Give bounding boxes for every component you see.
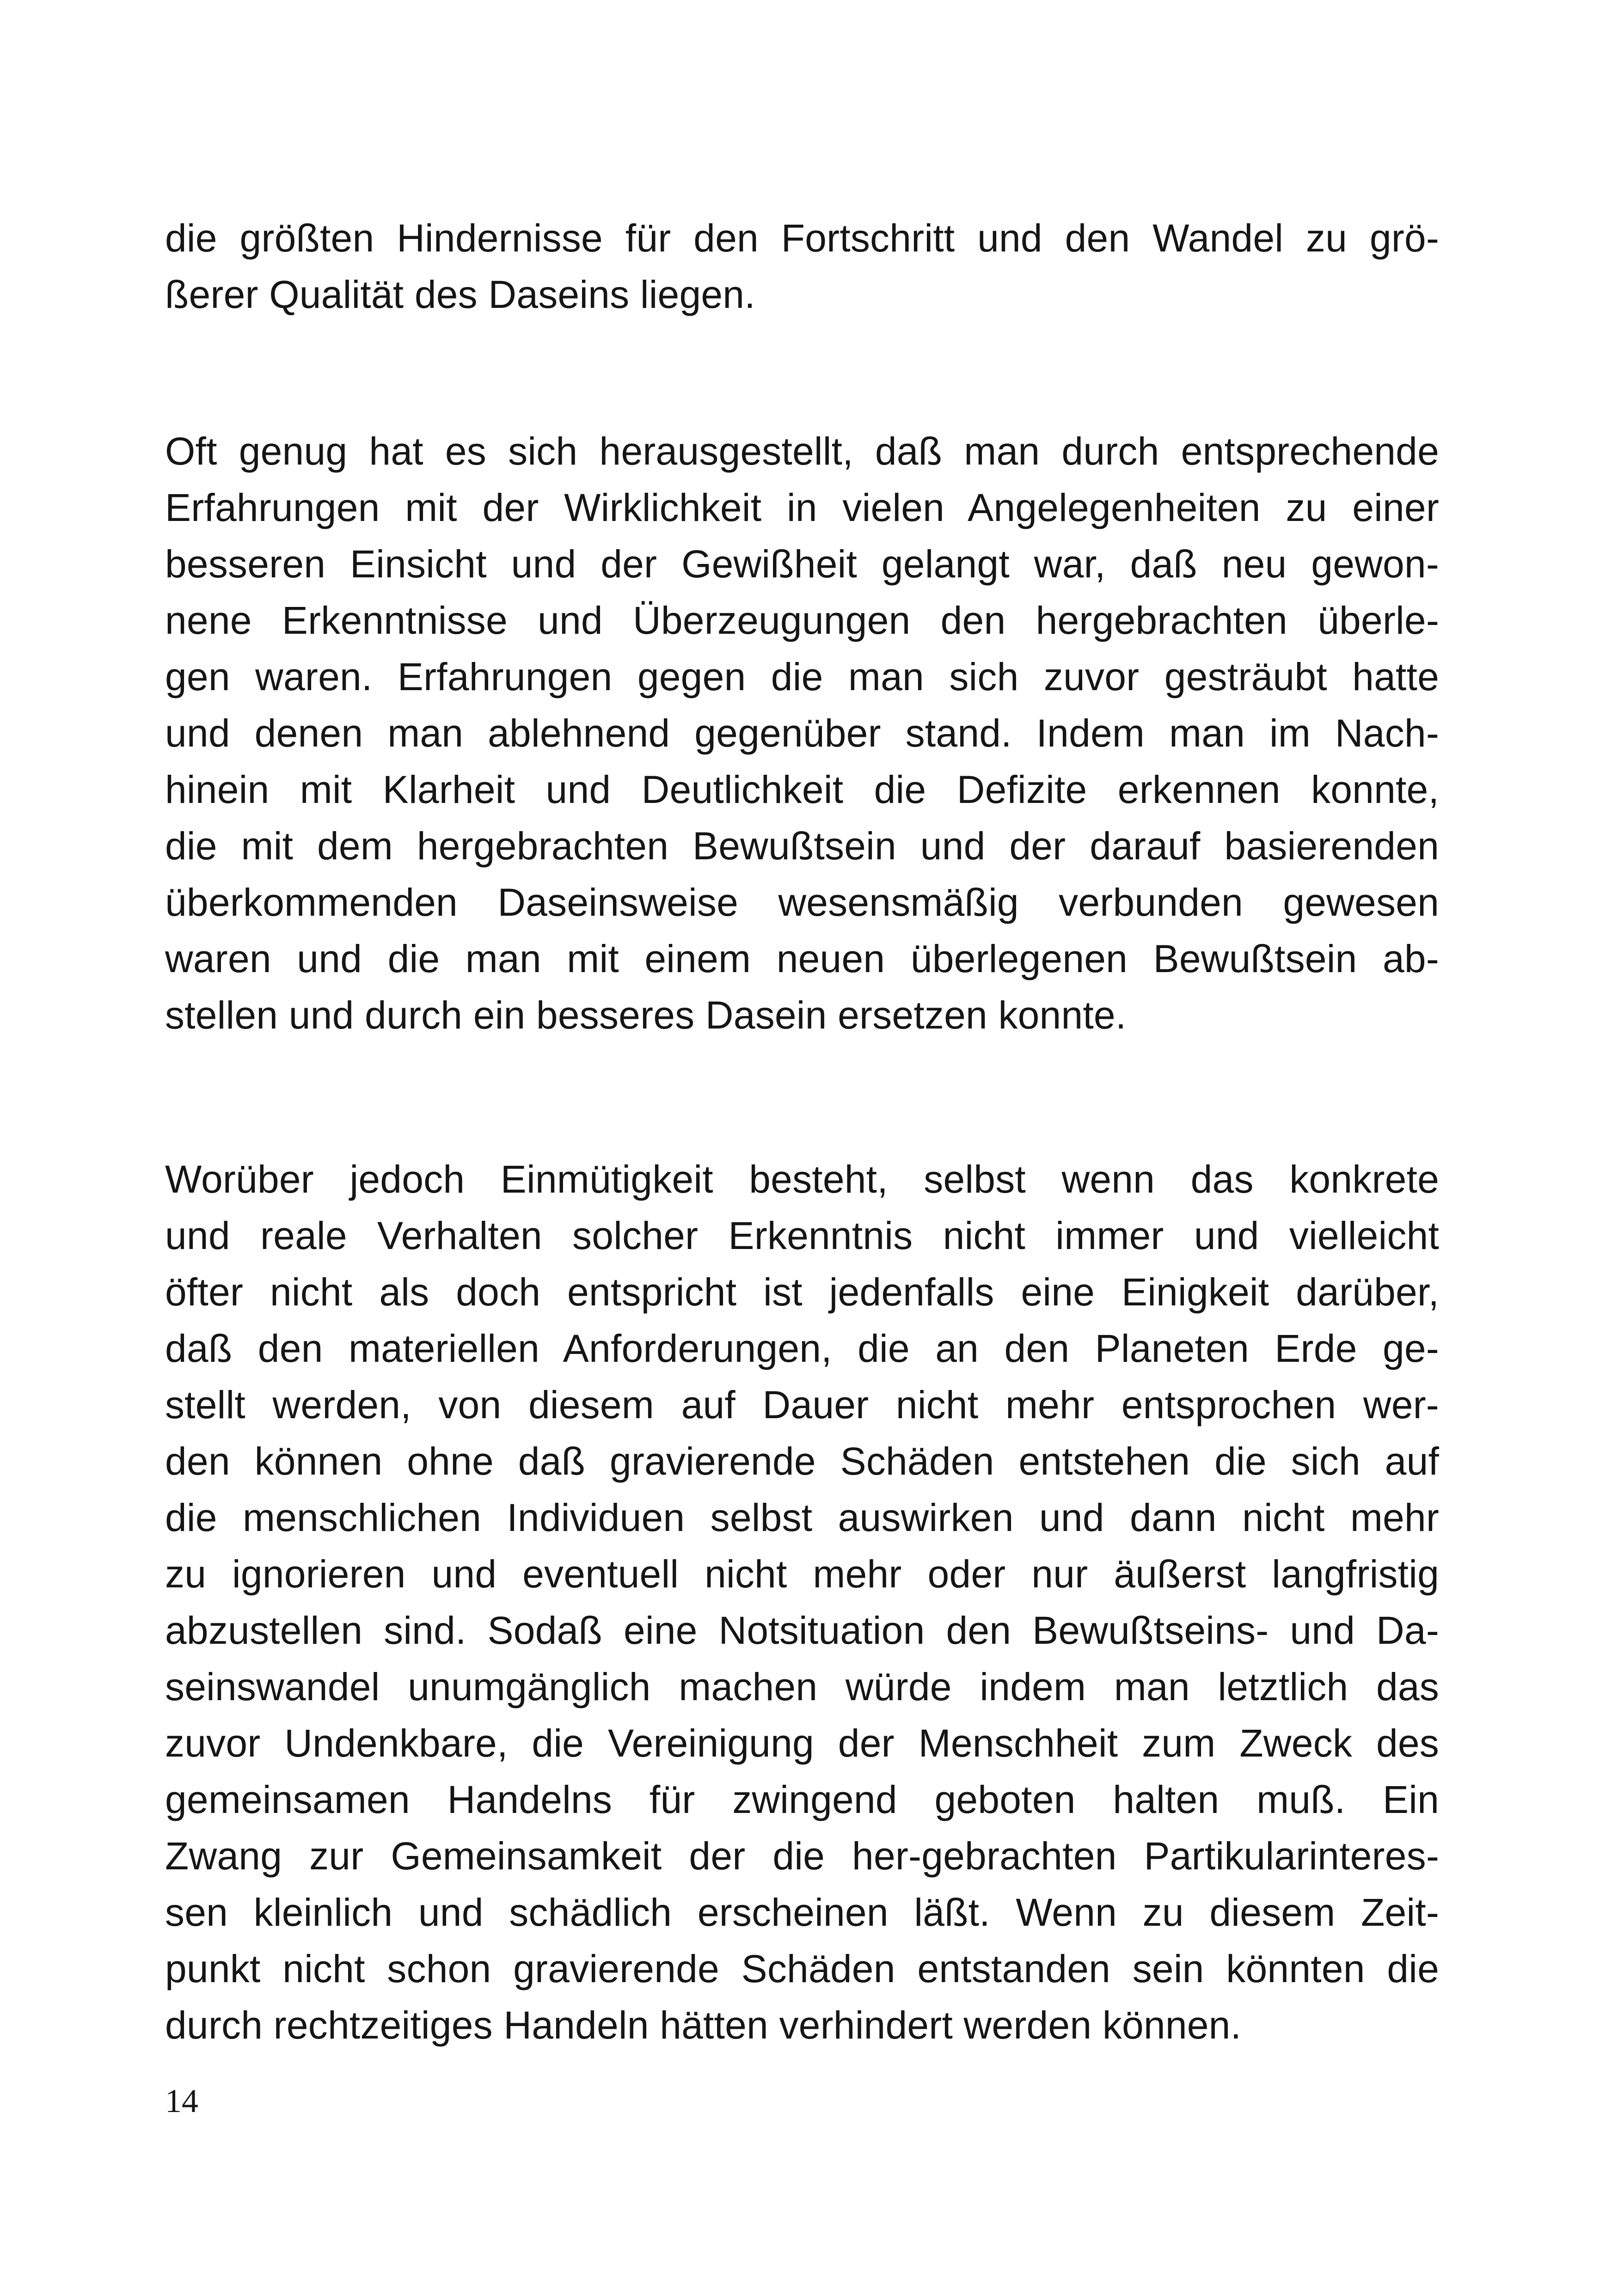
text-line: Zwang zur Gemeinsamkeit der die her-gebrachten Partikularinteres- <box>165 1834 1439 1878</box>
text-line: sen kleinlich und schädlich erscheinen läßt. Wenn zu diesem Zeit- <box>165 1891 1439 1934</box>
text-line: stellt werden, von diesem auf Dauer nicht mehr entsprochen wer- <box>165 1383 1439 1427</box>
text-line: die größten Hindernisse für den Fortschritt und den Wandel zu grö- <box>165 216 1439 260</box>
text-line: Erfahrungen mit der Wirklichkeit in vielen Angelegenheiten zu einer <box>165 486 1439 529</box>
text-line: ßerer Qualität des Daseins liegen. <box>165 273 755 316</box>
text-line: hinein mit Klarheit und Deutlichkeit die Defizite erkennen konnte, <box>165 768 1439 811</box>
text-line: daß den materiellen Anforderungen, die an den Planeten Erde ge- <box>165 1327 1439 1370</box>
text-line: zuvor Undenkbare, die Vereinigung der Menschheit zum Zweck des <box>165 1721 1439 1765</box>
text-line: seinswandel unumgänglich machen würde indem man letztlich das <box>165 1665 1439 1708</box>
paragraph-1 <box>165 210 1439 323</box>
text-line: und denen man ablehnend gegenüber stand. Indem man im Nach- <box>165 711 1439 755</box>
text-line: zu ignorieren und eventuell nicht mehr oder nur äußerst langfristig <box>165 1552 1439 1596</box>
text-line: waren und die man mit einem neuen überlegenen Bewußtsein ab- <box>165 937 1439 980</box>
text-line: durch rechtzeitiges Handeln hätten verhindert werden können. <box>165 2003 1242 2047</box>
text-line: besseren Einsicht und der Gewißheit gelangt war, daß neu gewon- <box>165 542 1439 586</box>
text-line: stellen und durch ein besseres Dasein ersetzen konnte. <box>165 993 1127 1037</box>
paragraph-2 <box>165 423 1439 1043</box>
text-line: gen waren. Erfahrungen gegen die man sich zuvor gesträubt hatte <box>165 655 1439 698</box>
text-line: überkommenden Daseinsweise wesensmäßig verbunden gewesen <box>165 881 1439 924</box>
text-line: die menschlichen Individuen selbst auswirken und dann nicht mehr <box>165 1496 1439 1539</box>
text-line: Oft genug hat es sich herausgestellt, daß man durch entsprechende <box>165 429 1439 473</box>
page-number: 14 <box>165 2082 198 2119</box>
text-line: nene Erkenntnisse und Überzeugungen den hergebrachten überle- <box>165 599 1439 642</box>
text-line: gemeinsamen Handelns für zwingend geboten halten muß. Ein <box>165 1778 1439 1821</box>
text-line: punkt nicht schon gravierende Schäden entstanden sein könnten die <box>165 1947 1439 1990</box>
text-line: und reale Verhalten solcher Erkenntnis nicht immer und vielleicht <box>165 1214 1439 1257</box>
text-line: die mit dem hergebrachten Bewußtsein und der darauf basierenden <box>165 824 1439 868</box>
text-line: öfter nicht als doch entspricht ist jedenfalls eine Einigkeit darüber, <box>165 1270 1439 1314</box>
paragraph-3 <box>165 1151 1439 2053</box>
text-line: den können ohne daß gravierende Schäden entstehen die sich auf <box>165 1439 1439 1483</box>
text-line: abzustellen sind. Sodaß eine Notsituation den Bewußtseins- und Da- <box>165 1609 1439 1652</box>
text-line: Worüber jedoch Einmütigkeit besteht, selbst wenn das konkrete <box>165 1157 1439 1201</box>
